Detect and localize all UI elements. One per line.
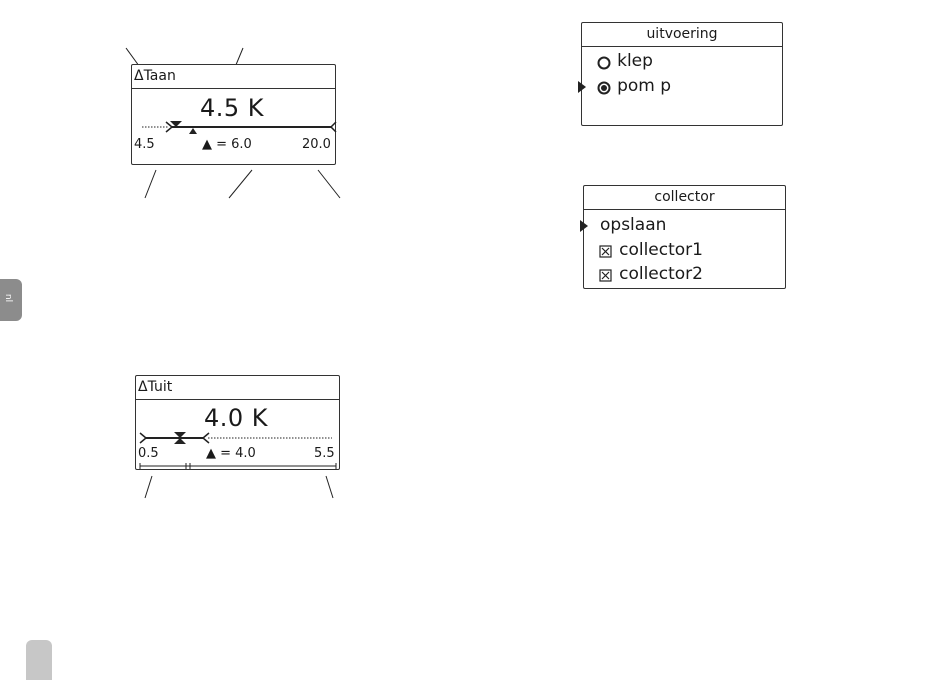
collector-item-label: collector2: [619, 264, 703, 284]
delta-off-value[interactable]: 4.0 K: [204, 404, 269, 432]
collector-item-1[interactable]: [598, 240, 703, 262]
delta-off-title: ΔTuit: [136, 376, 339, 400]
delta-on-min: 4.5: [134, 137, 155, 152]
collector-menu: [583, 185, 786, 289]
checkbox-checked-icon: [598, 264, 614, 286]
language-tab-label: nl: [3, 293, 14, 303]
delta-off-screen: [135, 375, 340, 470]
cursor-arrow-icon: [576, 23, 596, 127]
collector-menu-title: collector: [584, 186, 785, 210]
radio-empty-icon: [596, 51, 612, 73]
variant-item-pomp[interactable]: [596, 76, 671, 98]
delta-on-title: ΔTaan: [132, 65, 335, 89]
variant-menu: [581, 22, 783, 126]
collector-item-save[interactable]: opslaan: [600, 215, 667, 235]
variant-item-label: pom p: [617, 76, 672, 96]
variant-item-klep[interactable]: [596, 51, 653, 73]
delta-on-default: ▲ = 6.0: [202, 137, 252, 152]
delta-on-screen: [131, 64, 336, 165]
collector-item-label: collector1: [619, 240, 703, 260]
delta-on-max: 20.0: [302, 137, 331, 152]
radio-selected-icon: [596, 76, 612, 98]
variant-menu-title: uitvoering: [582, 23, 782, 47]
delta-on-value[interactable]: 4.5 K: [200, 94, 265, 122]
cursor-arrow-icon: [578, 186, 598, 290]
delta-off-default: ▲ = 4.0: [206, 446, 256, 461]
collector-item-2[interactable]: [598, 264, 703, 286]
variant-item-label: klep: [617, 51, 653, 71]
delta-off-max: 5.5: [314, 446, 335, 461]
delta-off-min: 0.5: [138, 446, 159, 461]
checkbox-checked-icon: [598, 240, 614, 262]
